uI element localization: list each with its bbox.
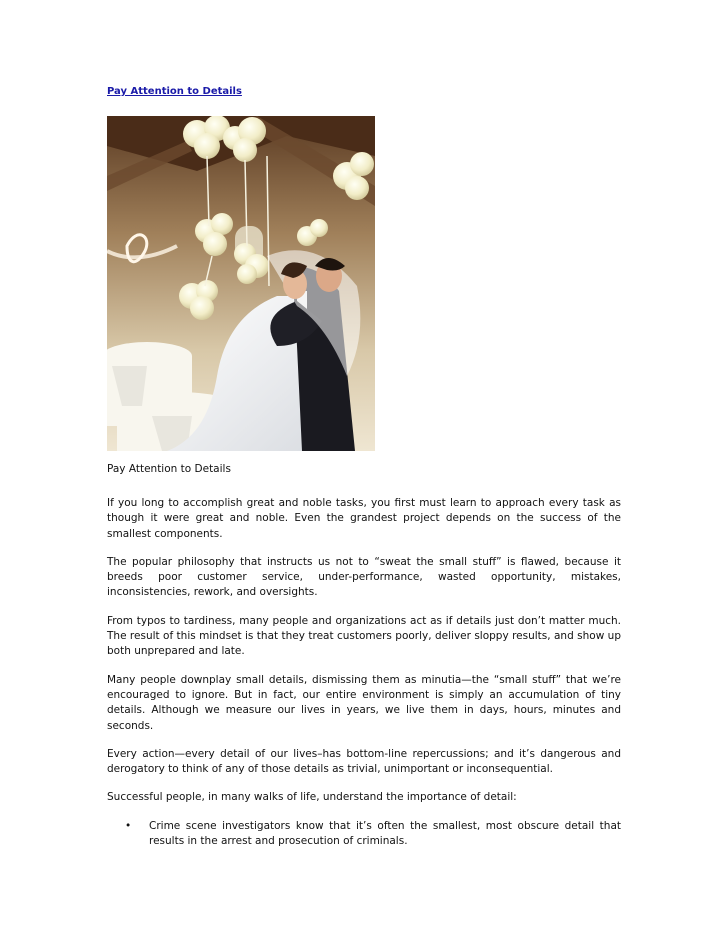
paragraph: From typos to tardiness, many people and organizations act as if details just don’t matter much. The result of this mindset is that they treat customers poorly, deliver sloppy results, and show up both unprepared and late. xyxy=(107,614,621,658)
photo-caption: Pay Attention to Details xyxy=(107,463,231,475)
bullet-icon: • xyxy=(125,819,132,832)
title-link[interactable]: Pay Attention to Details xyxy=(107,86,242,97)
paragraph: Many people downplay small details, dismissing them as minutia—the “small stuff” that we’re encouraged to ignore. But in fact, our entire environment is simply an accumulation of tiny details. Although we measure our lives in years, we live them in days, hours, minutes and seconds. xyxy=(107,673,621,732)
paragraph: Successful people, in many walks of life, understand the importance of detail: xyxy=(107,791,517,804)
wedding-photo xyxy=(107,116,375,451)
list-item xyxy=(125,819,621,850)
article-body xyxy=(107,496,621,849)
list-item-text: Crime scene investigators know that it’s often the smallest, most obscure detail that results in the arrest and prosecution of criminals. xyxy=(149,819,621,848)
paragraph: Every action—every detail of our lives–has bottom-line repercussions; and it’s dangerous and derogatory to think of any of those details as trivial, unimportant or inconsequential. xyxy=(107,747,621,776)
paragraph: The popular philosophy that instructs us not to “sweat the small stuff” is flawed, because it breeds poor customer service, under-performance, wasted opportunity, mistakes, inconsistencies, rework, and oversights. xyxy=(107,555,621,599)
paragraph: If you long to accomplish great and noble tasks, you first must learn to approach every task as though it were great and noble. Even the grandest project depends on the success of the smallest components. xyxy=(107,497,621,540)
bullet-list xyxy=(107,819,621,850)
wedding-photo-icon xyxy=(107,116,375,451)
